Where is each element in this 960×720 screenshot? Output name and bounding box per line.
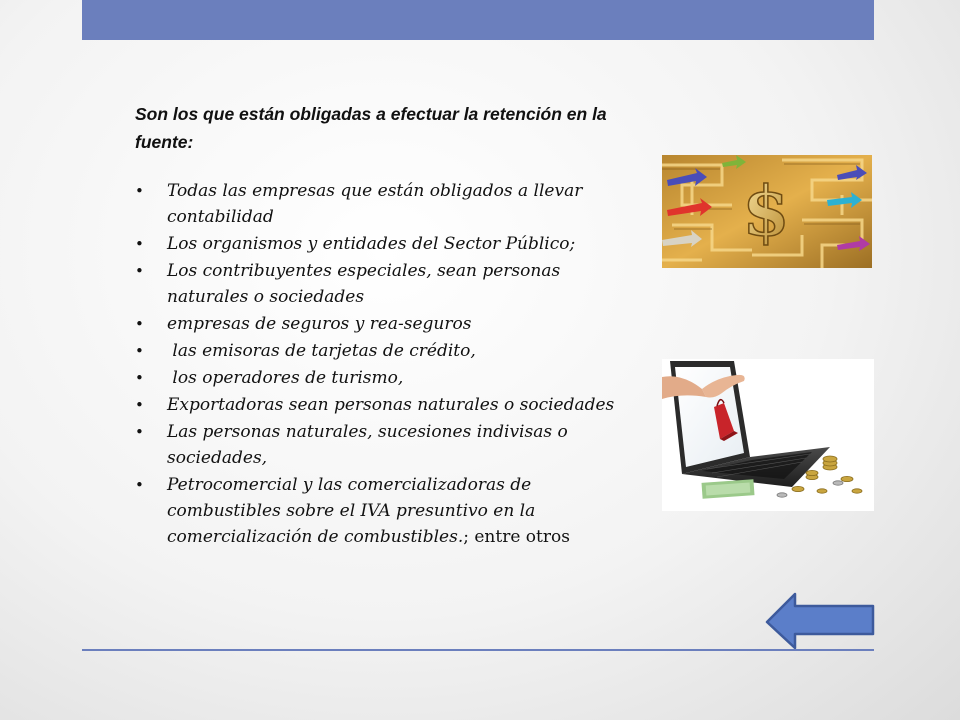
list-item	[135, 472, 623, 550]
header-bar	[82, 0, 874, 40]
bullet-icon: •	[135, 182, 144, 200]
dollar-maze-image	[662, 155, 872, 268]
bullet-list	[135, 178, 623, 550]
list-item	[135, 231, 623, 257]
footer-rule	[82, 649, 874, 651]
list-item	[135, 419, 623, 471]
bullet-icon: •	[135, 423, 144, 441]
svg-text:$: $	[742, 172, 790, 252]
list-item-tail: ; entre otros	[463, 527, 570, 547]
list-item-text: Las personas naturales, sucesiones indivisas o sociedades,	[167, 422, 568, 468]
list-item-text: Los contribuyentes especiales, sean personas naturales o sociedades	[167, 261, 561, 307]
list-item	[135, 392, 623, 418]
list-item-text: Todas las empresas que están obligados a llevar contabilidad	[167, 181, 583, 227]
list-item-text: Exportadoras sean personas naturales o sociedades	[167, 395, 615, 415]
list-item-text: las emisoras de tarjetas de crédito,	[167, 341, 476, 361]
bullet-icon: •	[135, 369, 144, 387]
list-item	[135, 338, 623, 364]
bullet-icon: •	[135, 396, 144, 414]
bullet-icon: •	[135, 262, 144, 280]
list-item	[135, 365, 623, 391]
list-item	[135, 178, 623, 230]
list-item-text: los operadores de turismo,	[167, 368, 404, 388]
laptop-shopping-image	[662, 359, 874, 511]
list-item	[135, 311, 623, 337]
list-item-text: empresas de seguros y rea-seguros	[167, 314, 472, 334]
slide-content	[135, 100, 623, 551]
bullet-icon: •	[135, 342, 144, 360]
back-arrow-icon[interactable]	[765, 592, 875, 650]
list-item	[135, 258, 623, 310]
list-item-text: Petrocomercial y las comercializadoras de combustibles sobre el IVA presuntivo en la comercialización de combustibles.	[167, 475, 536, 547]
list-item-text: Los organismos y entidades del Sector Público;	[167, 234, 576, 254]
bullet-icon: •	[135, 235, 144, 253]
bullet-icon: •	[135, 315, 144, 333]
bullet-icon: •	[135, 476, 144, 494]
slide-heading: Son los que están obligadas a efectuar la retención en la fuente:	[135, 104, 607, 152]
